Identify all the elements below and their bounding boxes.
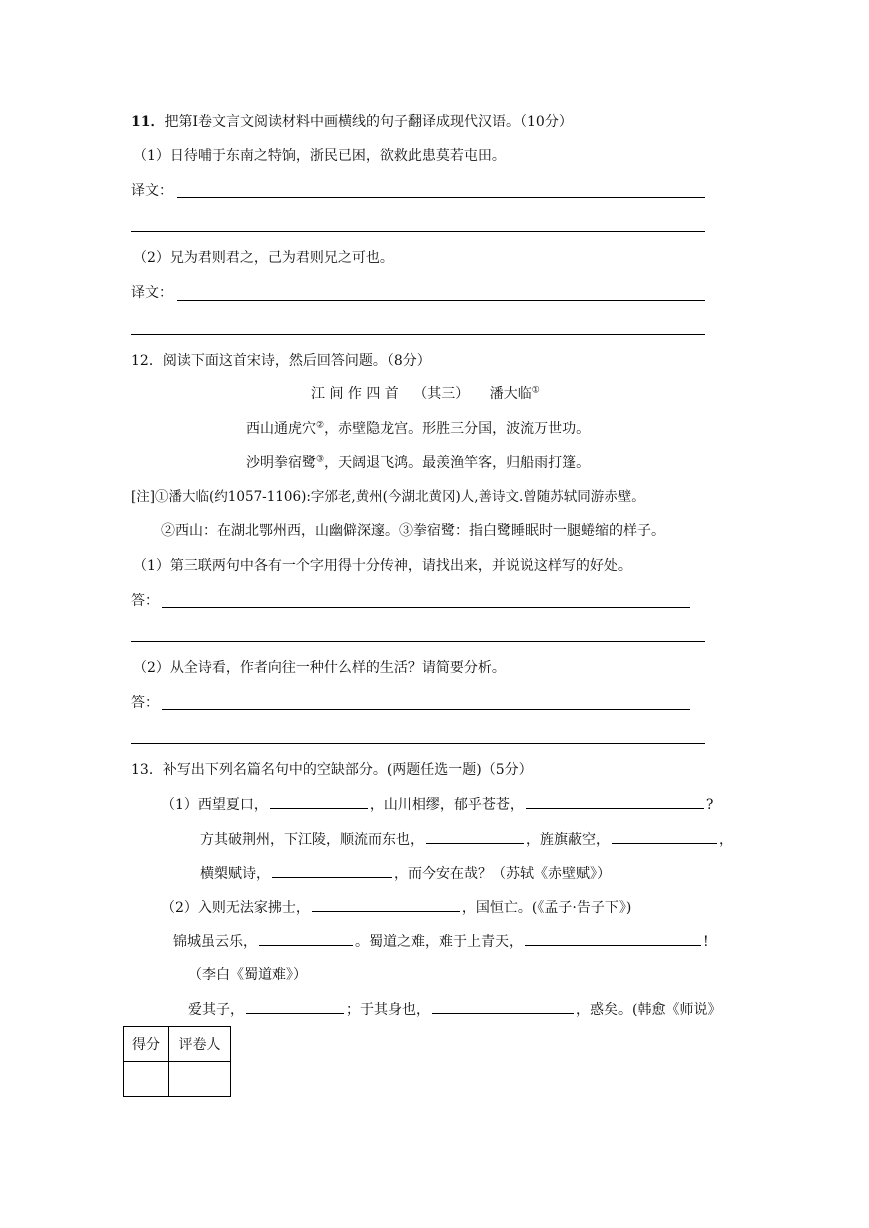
q12-heading: 12．阅读下面这首宋诗，然后回答问题。（8分） [131,353,431,369]
poem-note-1: [注]①潘大临(约1057-1106):字邠老,黄州(今湖北黄冈)人,善诗文.曾随苏轼同游赤壁。 [131,489,645,505]
q12-answer-line-1b[interactable] [131,641,705,642]
fill-blank[interactable] [526,794,704,809]
q12-subquestion-2: （2）从全诗看，作者向往一种什么样的生活？请简要分析。 [133,660,506,676]
q12-answer-label-2: 答： [131,695,159,711]
q12-subquestion-1: （1）第三联两句中各有一个字用得十分传神，请找出来，并说说这样写的好处。 [133,558,632,574]
q11-heading [131,112,573,132]
q12-answer-line-2a[interactable] [162,709,690,710]
q12-answer-line-2b[interactable] [131,743,705,744]
poem-footnote-mark-3: ③ [316,454,325,465]
fill-blank[interactable] [432,999,574,1014]
q13-text: ! [703,934,709,950]
poem-subtitle: （其三） [413,386,470,402]
poem-title: 江 间 作 四 首 [311,386,399,402]
q11-translation-label-2: 译文： [131,285,173,301]
q11-sentence-2: （2）兄为君则君之，己为君则兄之可也。 [133,250,394,266]
q13-text: 爱其子， [188,1002,244,1018]
fill-blank[interactable] [259,931,353,946]
fill-blank[interactable] [272,863,392,878]
fill-blank[interactable] [426,829,524,844]
fill-blank[interactable] [246,999,344,1014]
q13-passage-line-7 [188,999,721,1020]
q13-text: （1）西望夏口， [161,797,268,813]
q13-text: 。蜀道之难，难于上青天， [355,934,523,950]
q12-answer-line-1a[interactable] [162,607,690,608]
q12-answer-label-1: 答： [131,593,159,609]
poem-title-line [311,384,540,404]
fill-blank[interactable] [312,897,460,912]
grader-cell[interactable] [169,1062,231,1097]
poem-note-2: ②西山：在湖北鄂州西，山幽僻深邃。③拳宿鹭：指白鹭睡眠时一腿蜷缩的样子。 [161,523,665,539]
q13-text: ， [719,832,733,848]
fill-blank[interactable] [612,829,717,844]
q11-answer-line-2a[interactable] [177,300,705,301]
q13-text: 方其破荆州，下江陵，顺流而东也， [200,832,424,848]
q13-text: ，而今安在哉？（苏轼《赤壁赋》） [394,866,611,882]
q11-answer-line-1b[interactable] [131,231,705,232]
q13-heading: 13．补写出下列名篇名句中的空缺部分。(两题任选一题)（5分） [131,762,533,778]
fill-blank[interactable] [525,931,701,946]
q13-text: ，山川相缪，郁乎苍苍， [369,797,524,813]
q13-passage-line-5 [173,931,709,952]
poem-line-2-part-a: 沙明拳宿鹭 [246,455,316,471]
q13-text: 锦城虽云乐， [173,934,257,950]
q13-passage-line-1 [161,794,713,815]
fill-blank[interactable] [270,794,368,809]
poem-line-1-part-a: 西山通虎穴 [246,421,316,437]
q13-text: 横槊赋诗， [200,866,270,882]
q13-text: ? [705,797,714,813]
poem-line-1 [246,419,590,439]
q11-translation-label-1: 译文： [131,183,173,199]
grader-header: 评卷人 [169,1027,231,1062]
q13-passage-line-6: （李白《蜀道难》） [188,967,307,983]
q13-text: ，国恒亡。(《孟子·告子下》) [461,900,632,916]
q11-sentence-1: （1）日待哺于东南之特饷，浙民已困，欲救此患莫若屯田。 [133,148,506,164]
q13-passage-line-3 [200,863,611,884]
q13-text: ，惑矣。(韩愈《师说》 [576,1002,722,1018]
poem-line-2 [246,453,590,473]
q13-text: （2）入则无法家拂士， [161,900,310,916]
q13-passage-line-4 [161,897,631,918]
poem-line-1-part-b: ，赤壁隐龙宫。形胜三分国，波流万世功。 [324,421,591,437]
poem-line-2-part-b: ，天阔退飞鸿。最羡渔竿客，归船雨打篷。 [324,455,591,471]
q11-answer-line-2b[interactable] [131,334,705,335]
q11-text: 把第Ⅰ卷文言文阅读材料中画横线的句子翻译成现代汉语。（10分） [164,114,573,130]
poet-footnote-mark: ① [531,385,540,396]
q13-passage-line-2 [200,829,733,850]
poem-footnote-mark-2: ② [316,420,325,431]
poet-name: 潘大临 [489,386,532,402]
q11-number: 11． [131,114,165,130]
score-header: 得分 [124,1027,169,1062]
score-table [123,1026,231,1097]
q11-answer-line-1a[interactable] [177,197,705,198]
q13-text: ，旌旗蔽空， [526,832,610,848]
q13-text: ；于其身也， [346,1002,430,1018]
score-cell[interactable] [124,1062,169,1097]
